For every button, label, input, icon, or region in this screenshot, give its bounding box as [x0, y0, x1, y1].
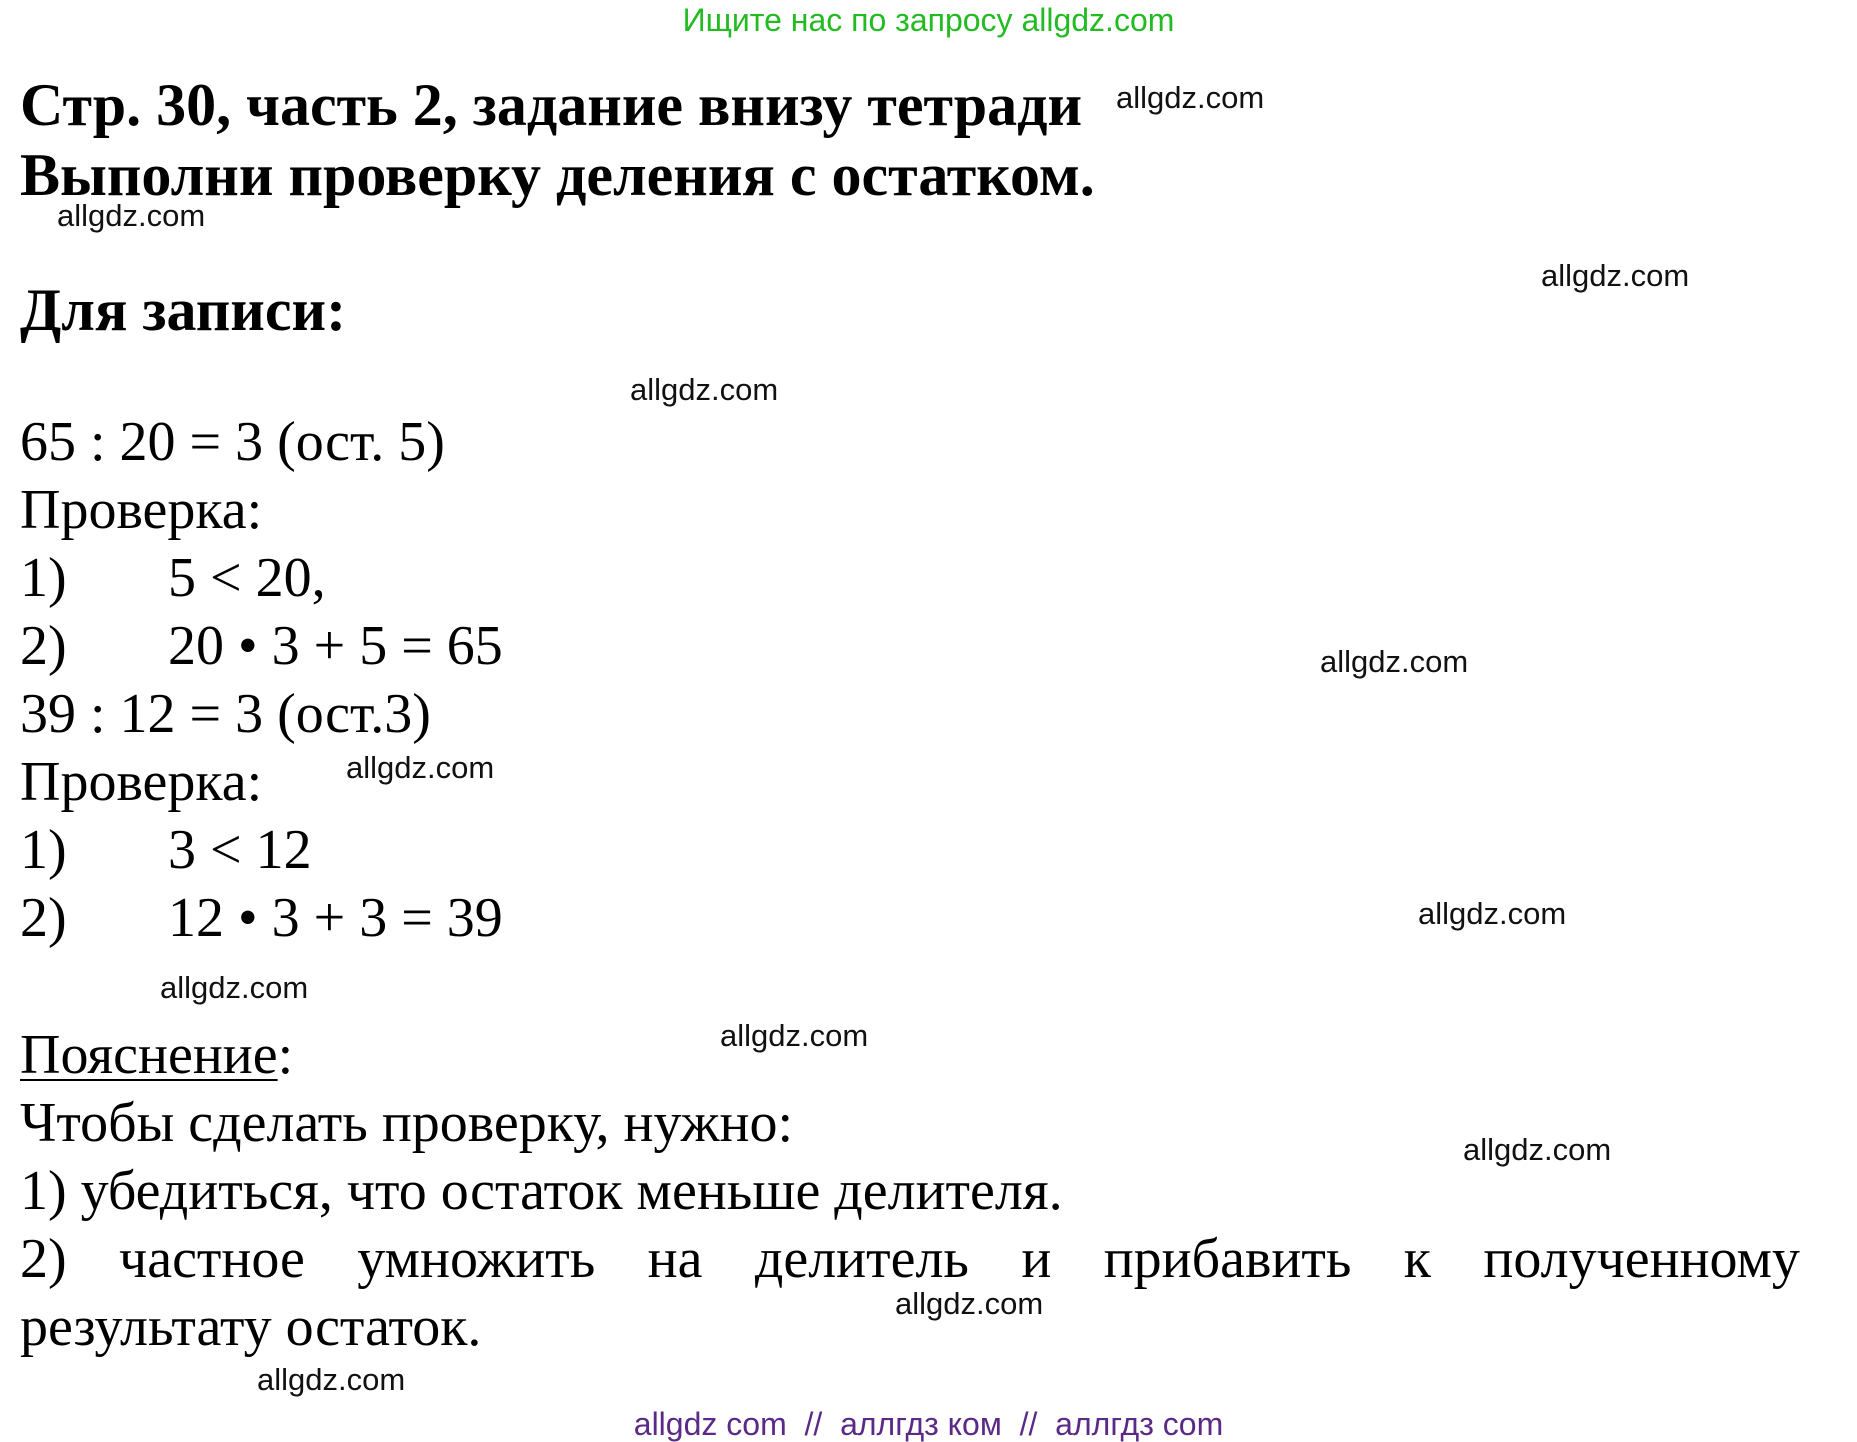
- watermark: allgdz.com: [1320, 644, 1469, 679]
- explanation-point2-continuation: результату остаток.: [20, 1296, 482, 1358]
- watermark: allgdz.com: [57, 198, 206, 233]
- step-text: 12 • 3 + 3 = 39: [168, 887, 503, 949]
- step-text: 5 < 20,: [168, 547, 326, 609]
- explanation-heading-colon: :: [277, 1024, 294, 1086]
- word: прибавить: [1103, 1228, 1352, 1290]
- word: к: [1403, 1228, 1432, 1290]
- explanation-intro: Чтобы сделать проверку, нужно:: [20, 1092, 794, 1154]
- top-banner: Ищите нас по запросу allgdz.com: [682, 2, 1175, 38]
- word: на: [647, 1228, 703, 1290]
- watermark: allgdz.com: [1463, 1132, 1612, 1167]
- page-title: Стр. 30, часть 2, задание внизу тетради: [20, 72, 1083, 138]
- watermark: allgdz.com: [346, 750, 495, 785]
- explanation-point1: 1) убедиться, что остаток меньше делителя.: [20, 1160, 1063, 1222]
- example2-check-label: Проверка:: [20, 751, 263, 813]
- explanation-point2: [20, 1228, 1800, 1290]
- word: делитель: [754, 1228, 969, 1290]
- step-number: 1): [20, 547, 67, 609]
- watermark: allgdz.com: [1541, 258, 1690, 293]
- record-heading: Для записи:: [20, 277, 347, 343]
- word: частное: [119, 1228, 305, 1290]
- task-statement: Выполни проверку деления с остатком.: [20, 142, 1095, 208]
- watermark: allgdz.com: [1116, 80, 1265, 115]
- watermark: allgdz.com: [160, 970, 309, 1005]
- watermark: allgdz.com: [895, 1286, 1044, 1321]
- footer-links: allgdz com // аллгдз ком // аллгдз com: [633, 1406, 1224, 1442]
- example2-equation: 39 : 12 = 3 (ост.3): [20, 683, 431, 745]
- explanation-heading: [20, 1024, 294, 1086]
- step-number: 2): [20, 887, 67, 949]
- word: 2): [20, 1228, 67, 1290]
- example1-step2: [20, 615, 503, 677]
- example1-equation: 65 : 20 = 3 (ост. 5): [20, 411, 445, 473]
- step-number: 1): [20, 819, 67, 881]
- step-text: 3 < 12: [168, 819, 312, 881]
- step-number: 2): [20, 615, 67, 677]
- example1-check-label: Проверка:: [20, 479, 263, 541]
- step-text: 20 • 3 + 5 = 65: [168, 615, 503, 677]
- word: умножить: [357, 1228, 596, 1290]
- example1-step1: [20, 547, 326, 609]
- watermark: allgdz.com: [1418, 896, 1567, 931]
- explanation-heading-text: Пояснение: [20, 1024, 278, 1086]
- example2-step1: [20, 819, 312, 881]
- example2-step2: [20, 887, 503, 949]
- watermark: allgdz.com: [630, 372, 779, 407]
- word: полученному: [1483, 1228, 1800, 1290]
- watermark: allgdz.com: [257, 1362, 406, 1397]
- watermark: allgdz.com: [720, 1018, 869, 1053]
- word: и: [1021, 1228, 1052, 1290]
